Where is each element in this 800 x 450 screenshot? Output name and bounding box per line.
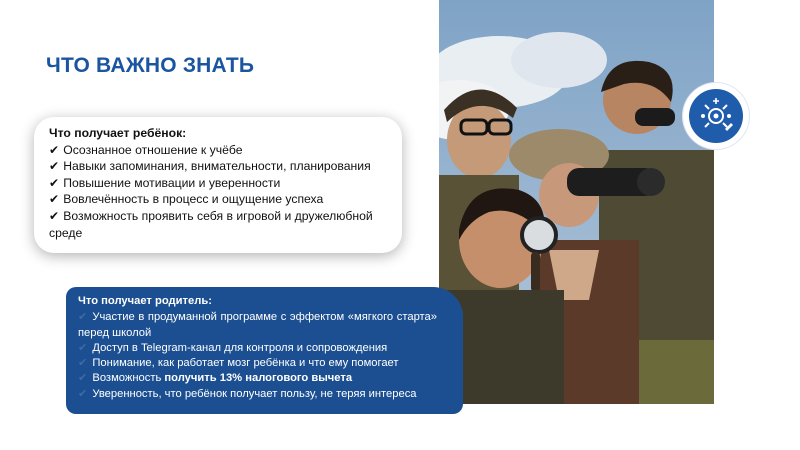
parent-benefit-item: ✔ Доступ в Telegram-канал для контроля и сопровождения: [78, 341, 388, 354]
page-title: ЧТО ВАЖНО ЗНАТЬ: [46, 54, 255, 77]
children-with-binoculars-photo: [439, 0, 714, 404]
parent-benefit-item: ✔ Уверенность, что ребёнок получает пользу, не теряя интереса: [78, 387, 417, 400]
check-icon: ✔: [49, 208, 60, 223]
check-icon: ✔: [78, 357, 88, 370]
check-icon: ✔: [49, 192, 60, 207]
check-icon: ✔: [78, 372, 88, 385]
check-icon: ✔: [49, 175, 60, 190]
child-benefit-item: ✔ Вовлечённость в процесс и ощущение успеха: [49, 192, 324, 207]
parent-benefits-heading: Что получает родитель:: [78, 295, 212, 307]
learning-badge-icon: [689, 89, 743, 143]
parent-benefit-item: ✔ Понимание, как работает мозг ребёнка и что ему помогает: [78, 357, 399, 370]
child-benefit-item: ✔ Осознанное отношение к учёбе: [49, 142, 243, 157]
parent-benefit-item: ✔ Участие в продуманной программе с эффектом «мягкого старта» перед школой: [78, 311, 437, 339]
child-benefit-item: ✔ Повышение мотивации и уверенности: [49, 175, 281, 190]
check-icon: ✔: [78, 387, 88, 400]
tax-deduction-highlight: получить 13% налогового вычета: [164, 372, 353, 385]
check-icon: ✔: [78, 311, 88, 324]
check-icon: ✔: [49, 142, 60, 157]
check-icon: ✔: [78, 341, 88, 354]
child-benefits-card: [34, 117, 402, 253]
child-benefits-heading: Что получает ребёнок:: [49, 126, 187, 140]
check-icon: ✔: [49, 159, 60, 174]
parent-benefit-item: ✔ Возможность получить 13% налогового вычета: [78, 372, 353, 385]
learning-badge: [683, 83, 749, 149]
child-benefit-item: ✔ Возможность проявить себя в игровой и дружелюбной среде: [49, 208, 373, 240]
parent-benefits-card: [66, 287, 463, 414]
child-benefit-item: ✔ Навыки запоминания, внимательности, планирования: [49, 159, 371, 174]
